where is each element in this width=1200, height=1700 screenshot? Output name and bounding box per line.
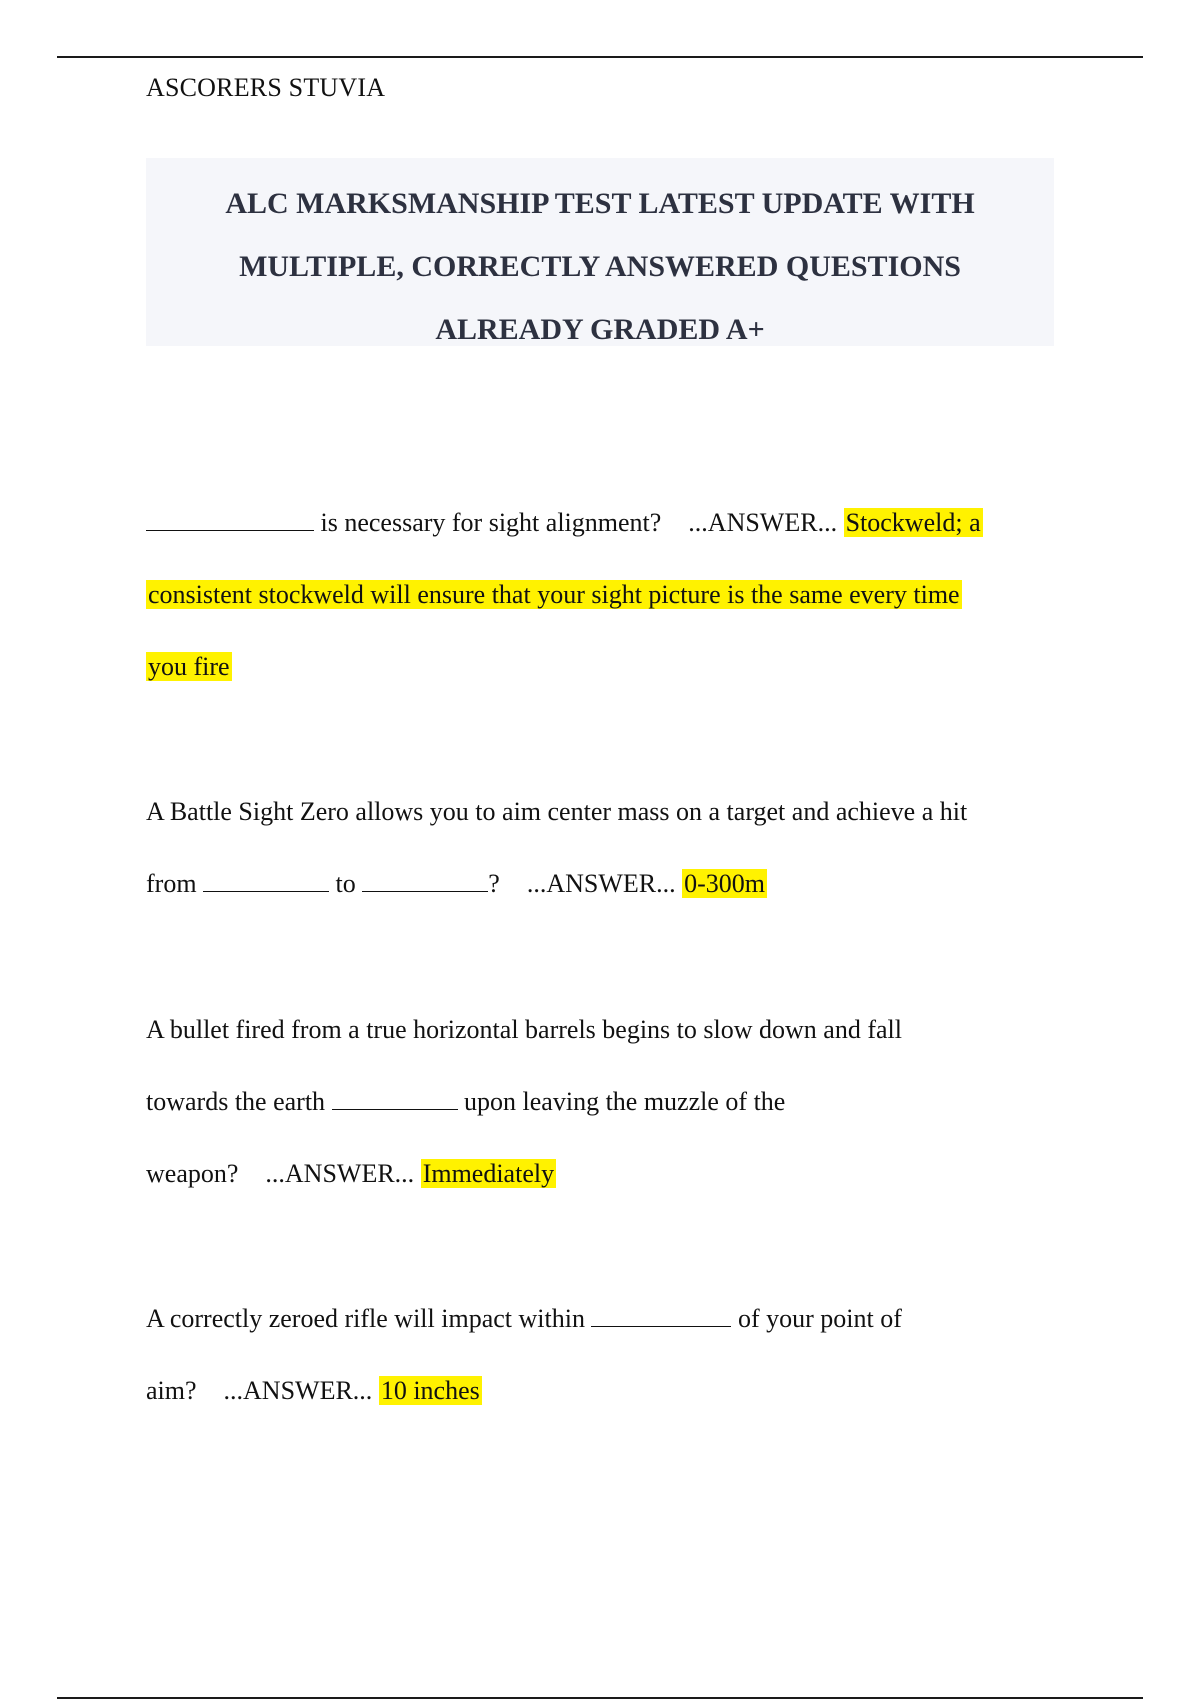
top-rule — [57, 56, 1143, 58]
question-4-line-2 — [146, 1355, 1066, 1427]
question-1-text: is necessary for sight alignment? — [320, 508, 662, 537]
title-line-1: ALC MARKSMANSHIP TEST LATEST UPDATE WITH — [225, 187, 975, 220]
answer-marker: ...ANSWER... — [526, 869, 676, 898]
title-line-3: ALREADY GRADED A+ — [435, 313, 765, 346]
title-line-2: MULTIPLE, CORRECTLY ANSWERED QUESTIONS — [239, 250, 961, 283]
question-3-pre: towards the earth — [146, 1087, 326, 1116]
answer-blank — [146, 508, 314, 531]
answer-highlight: Stockweld; a — [845, 508, 981, 537]
answer-highlight: you fire — [148, 652, 230, 681]
question-2 — [146, 776, 1066, 920]
answer-highlight: 10 inches — [380, 1376, 480, 1405]
question-4-pre: A correctly zeroed rifle will impact within — [146, 1304, 585, 1333]
question-3-line-1: A bullet fired from a true horizontal barrels begins to slow down and fall — [146, 1015, 902, 1044]
question-3-end: weapon? — [146, 1159, 239, 1188]
answer-blank — [332, 1087, 458, 1110]
question-1-line-3 — [146, 631, 1066, 703]
answer-blank — [591, 1304, 731, 1327]
answer-highlight: 0-300m — [684, 869, 765, 898]
question-2-line-1: A Battle Sight Zero allows you to aim center mass on a target and achieve a hit — [146, 797, 968, 826]
answer-marker: ...ANSWER... — [688, 508, 838, 537]
document-header: ASCORERS STUVIA — [146, 73, 386, 102]
question-3-line-2 — [146, 1066, 1066, 1138]
question-2-qmark: ? — [488, 869, 500, 898]
answer-marker: ...ANSWER... — [223, 1376, 373, 1405]
question-4-end: aim? — [146, 1376, 197, 1405]
question-4-post: of your point of — [737, 1304, 902, 1333]
question-3-post: upon leaving the muzzle of the — [464, 1087, 786, 1116]
question-4 — [146, 1283, 1066, 1427]
question-2-from: from — [146, 869, 197, 898]
answer-blank — [362, 869, 488, 892]
question-1 — [146, 487, 1066, 703]
question-3 — [146, 994, 1066, 1210]
question-2-to: to — [335, 869, 356, 898]
question-2-line-2 — [146, 848, 1066, 920]
title-box — [146, 158, 1054, 346]
question-1-line-1 — [146, 487, 1066, 559]
answer-highlight: consistent stockweld will ensure that your sight picture is the same every time — [148, 580, 960, 609]
answer-blank — [203, 869, 329, 892]
answer-marker: ...ANSWER... — [265, 1159, 415, 1188]
answer-highlight: Immediately — [422, 1159, 555, 1188]
question-1-line-2 — [146, 559, 1066, 631]
question-4-line-1 — [146, 1283, 1066, 1355]
question-3-line-3 — [146, 1138, 1066, 1210]
bottom-rule — [57, 1697, 1143, 1699]
